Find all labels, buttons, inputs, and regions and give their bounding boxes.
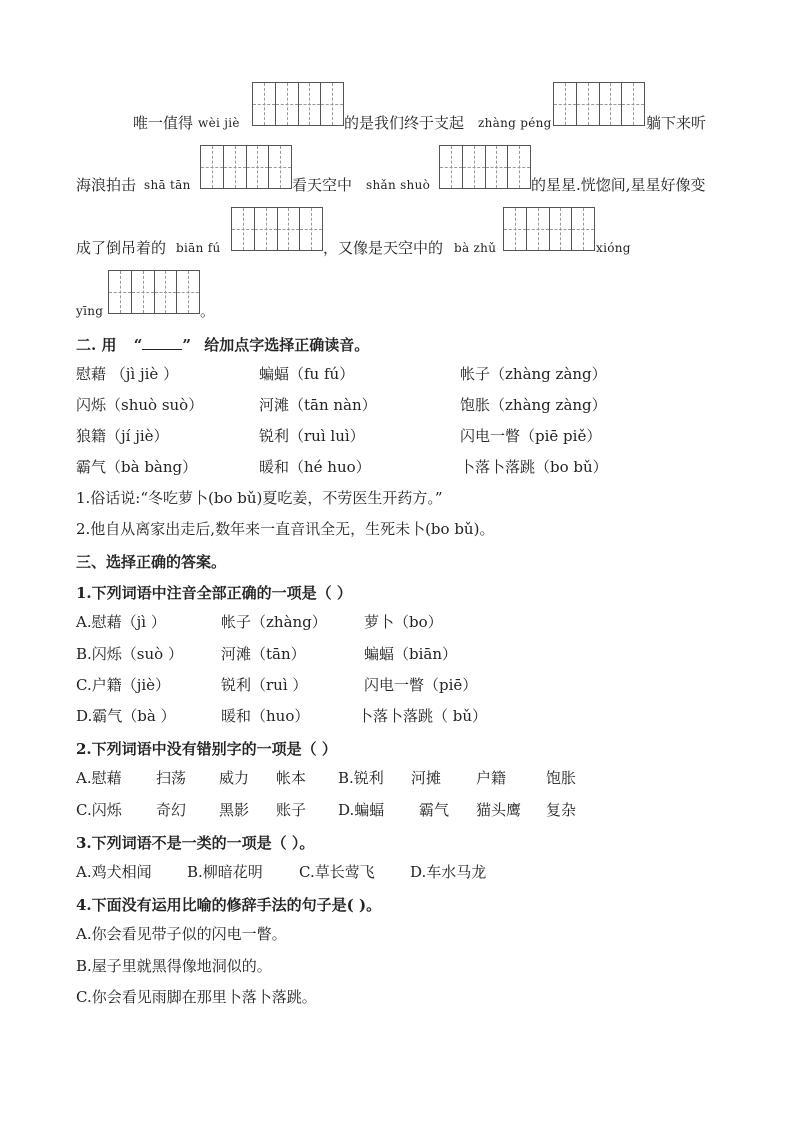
section2-heading (76, 334, 369, 355)
s2-sentence-2: 2.他自从离家出走后,数年来一直音讯全无，生死未卜(bo bǔ)。 (76, 520, 495, 538)
q1-stem: 1.下列词语中注音全部正确的一项是（ ） (76, 584, 352, 602)
q1-option-c-1[interactable]: C.户籍（jiè） (76, 676, 171, 694)
q2-option-d-w2: 霸气 (419, 801, 450, 819)
q2-stem: 2.下列词语中没有错别字的一项是（ ） (76, 740, 337, 758)
q4-option-c[interactable]: C.你会看见雨脚在那里卜落卜落跳。 (76, 988, 317, 1006)
pinyin-ying: yīng (76, 304, 104, 318)
q3-option-c[interactable]: C.草长莺飞 (299, 863, 375, 881)
q2-option-b-w2: 河摊 (411, 769, 442, 787)
q2-option-c-w4: 账子 (276, 801, 307, 819)
pinyin-bazhu: bà zhǔ (454, 241, 497, 255)
writing-grid-bianfu[interactable] (231, 207, 323, 251)
answer-blank-underline (142, 335, 182, 350)
q2-option-d-w1[interactable]: D.蝙蝠 (338, 801, 385, 819)
s2-row4-col1: 霸气（bà bàng） (76, 458, 198, 476)
passage-line1-text-c: 躺下来听 (646, 114, 707, 132)
q2-option-a-w2: 扫荡 (156, 769, 187, 787)
q3-option-a[interactable]: A.鸡犬相闻 (76, 863, 152, 881)
pinyin-bianfu: biān fú (176, 241, 221, 255)
q2-option-c-w3: 黑影 (219, 801, 250, 819)
q2-option-b-w4: 饱胀 (546, 769, 577, 787)
s2-row1-col3: 帐子（zhàng zàng） (460, 365, 607, 383)
passage-line1-text-a: 唯一值得 (133, 114, 194, 132)
writing-grid-shatan[interactable] (200, 145, 292, 189)
s2-row2-col2: 河滩（tān nàn） (259, 396, 377, 414)
s2-row4-col2: 暖和（hé huo） (259, 458, 371, 476)
writing-grid-shanshuo[interactable] (439, 145, 531, 189)
q1-option-b-2: 河滩（tān） (221, 645, 306, 663)
q2-option-c-w1[interactable]: C.闪烁 (76, 801, 122, 819)
writing-grid-zhangpeng[interactable] (553, 82, 645, 126)
q3-stem: 3.下列词语不是一类的一项是（ ）。 (76, 834, 315, 852)
s2-row3-col2: 锐利（ruì luì） (259, 427, 365, 445)
pinyin-zhangpeng: zhàng péng (478, 116, 552, 130)
pinyin-shatan: shā tān (144, 178, 191, 192)
s2-row2-col3: 饱胀（zhàng zàng） (460, 396, 607, 414)
passage-line1-text-b: 的是我们终于支起 (344, 114, 465, 132)
q1-option-c-3: 闪电一瞥（piē） (364, 676, 478, 694)
section2-heading-a: 二. 用 (76, 336, 117, 354)
pinyin-shanshuo: shǎn shuò (366, 178, 431, 192)
writing-grid-weijie[interactable] (252, 82, 344, 126)
q4-option-a[interactable]: A.你会看见带子似的闪电一瞥。 (76, 925, 287, 943)
pinyin-xiong: xióng (596, 241, 631, 255)
open-quote: “ (133, 336, 143, 354)
section3-heading: 三、选择正确的答案。 (76, 553, 227, 571)
q4-option-b[interactable]: B.屋子里就黑得像地洞似的。 (76, 957, 272, 975)
q2-option-a-w1[interactable]: A.慰藉 (76, 769, 122, 787)
s2-row3-col3: 闪电一瞥（piē piě） (460, 427, 602, 445)
q1-option-a-3: 萝卜（bo） (364, 613, 443, 631)
q1-option-b-1[interactable]: B.闪烁（suò ） (76, 645, 183, 663)
q2-option-a-w3: 威力 (219, 769, 250, 787)
q2-option-d-w4: 复杂 (546, 801, 577, 819)
q4-stem: 4.下面没有运用比喻的修辞手法的句子是( )。 (76, 896, 382, 914)
close-quote: ” (182, 336, 191, 354)
s2-row2-col1: 闪烁（shuò suò） (76, 396, 204, 414)
passage-line3-text-a: 成了倒吊着的 (76, 239, 167, 257)
q1-option-d-2: 暖和（huo） (221, 707, 310, 725)
passage-line2-text-c: 的星星.恍惚间,星星好像变 (531, 176, 706, 194)
s2-row1-col2: 蝙蝠（fu fú） (259, 365, 355, 383)
q3-option-b[interactable]: B.柳暗花明 (187, 863, 263, 881)
q2-option-a-w4: 帐本 (276, 769, 307, 787)
q1-option-d-3: 卜落卜落跳（ bǔ） (358, 707, 488, 725)
q1-option-c-2: 锐利（ruì ） (221, 676, 308, 694)
pinyin-weijie: wèi jiè (198, 116, 240, 130)
passage-line4-end: 。 (200, 302, 216, 320)
passage-line3-text-b: ，又像是天空中的 (323, 239, 444, 257)
s2-row3-col1: 狼籍（jí jiè） (76, 427, 169, 445)
s2-row4-col3: 卜落卜落跳（bo bǔ） (460, 458, 608, 476)
s2-row1-col1: 慰藉 （jì jiè ） (76, 365, 179, 383)
q1-option-b-3: 蝙蝠（biān） (364, 645, 458, 663)
q1-option-a-2: 帐子（zhàng） (221, 613, 327, 631)
q1-option-a-1[interactable]: A.慰藉（jì ） (76, 613, 166, 631)
writing-grid-xiongying[interactable] (108, 270, 200, 314)
writing-grid-bazhu[interactable] (503, 207, 595, 251)
q2-option-b-w1[interactable]: B.锐利 (338, 769, 384, 787)
passage-line2-text-a: 海浪拍击 (76, 176, 137, 194)
passage-line2-text-b: 看天空中 (292, 176, 353, 194)
q1-option-d-1[interactable]: D.霸气（bà ） (76, 707, 176, 725)
s2-sentence-1: 1.俗话说:“冬吃萝卜(bo bǔ)夏吃姜，不劳医生开药方。” (76, 489, 443, 507)
q3-option-d[interactable]: D.车水马龙 (410, 863, 487, 881)
q2-option-d-w3: 猫头鹰 (476, 801, 522, 819)
q2-option-b-w3: 户籍 (476, 769, 507, 787)
q2-option-c-w2: 奇幻 (156, 801, 187, 819)
section2-heading-b: 给加点字选择正确读音。 (204, 336, 370, 354)
